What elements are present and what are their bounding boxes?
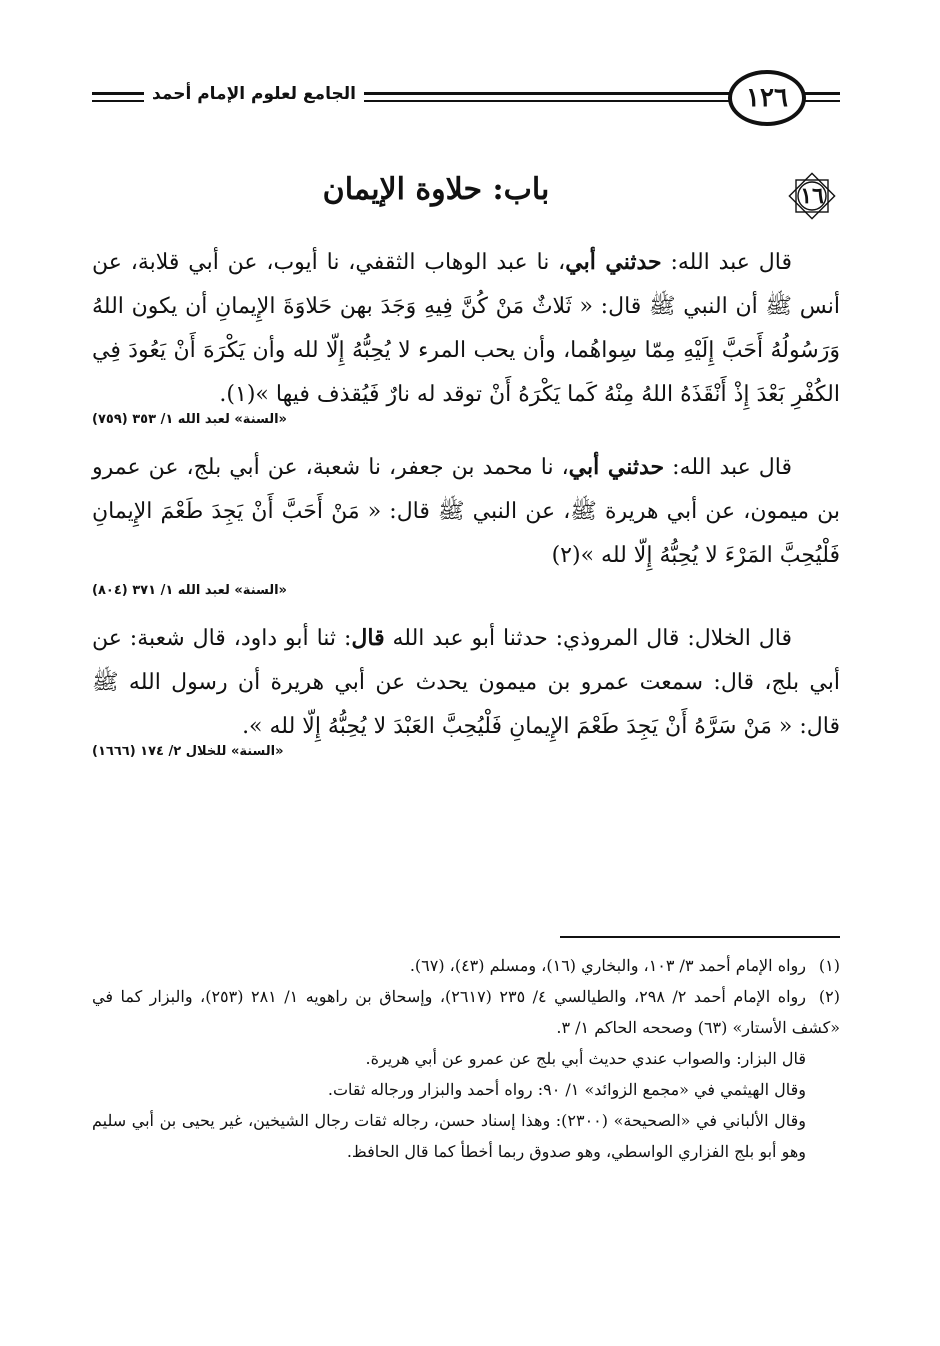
paragraph-bold: حدثني أبي [568,454,665,480]
footnote-1 [92,950,840,981]
source-reference: «السنة» لعبد الله ١/ ٣٥٣ (٧٥٩) [92,412,287,427]
footnote-2-line: وقال الألباني في «الصحيحة» (٢٣٠٠): وهذا إسناد حسن، رجاله ثقات رجال الشيخين، غير يحيى بن أبي سليم وهو أبو بلج الفزاري الواسطي، وهو صدوق ربما أخطأ كما قال الحافظ. [92,1111,806,1161]
chapter-title: باب: حلاوة الإيمان [322,172,550,207]
source-reference: «السنة» للخلال ٢/ ١٧٤ (١٦٦٦) [92,744,284,759]
paragraph-bold: قال [351,625,385,651]
page-header [92,70,840,128]
running-title: الجامع لعلوم الإمام أحمد [144,84,364,104]
hadith-paragraph [92,616,840,749]
footnote-number: (١) [818,956,840,975]
footnotes [92,950,840,1167]
footnote-2-line: وقال الهيثمي في «مجمع الزوائد» ١/ ٩٠: رواه أحمد والبزار ورجاله ثقات. [327,1080,806,1099]
paragraph-text: ، نا عبد الوهاب الثقفي، نا أيوب، عن أبي قلابة، عن أنس ﷺ أن النبي ﷺ قال: « ثَلاثٌ مَنْ كُنَّ فِيهِ وَجَدَ بهن حَلاوَةَ الإِيمانِ أن يكون اللهُ وَرَسُولُهُ أَحَبَّ إِلَيْهِ مِمّا سِواهُما، وأن يحب المرء لا يُحِبُّهُ إِلّا لله وأن يَكْرَهَ أَنْ يَعُودَ فِي الكُفْرِ بَعْدَ إِذْ أَنْقَذَهُ اللهُ مِنْهُ كَما يَكْرَهُ أَنْ توقد له نارٌ فَيُقذف فيها »(١). [92,250,840,407]
footnote-2 [92,981,840,1043]
footnote-number: (٢) [818,987,841,1006]
paragraph-text: : ثنا أبو داود، قال شعبة: عن أبي بلج، قال: سمعت عمرو بن ميمون يحدث عن أبي هريرة أن رسول الله ﷺ قال: « مَنْ سَرَّهُ أَنْ يَجِدَ طَعْمَ الإِيمانِ فَلْيُحِبَّ العَبْدَ لا يُحِبُّهُ إِلّا لله ». [92,626,840,739]
paragraph-bold: حدثني أبي [565,249,662,275]
footnote-2-line: قال البزار: والصواب عندي حديث أبي بلج عن عمرو عن أبي هريرة. [365,1049,806,1068]
chapter-heading [92,168,840,224]
footnote-text: رواه الإمام أحمد ٣/ ١٠٣، والبخاري (١٦)، ومسلم (٤٣)، (٦٧). [409,956,806,975]
page-number: ١٢٦ [728,70,806,126]
paragraph-lead: قال عبد الله: [661,250,792,275]
paragraph-lead: قال عبد الله: [664,455,792,480]
hadith-paragraph [92,240,840,417]
paragraph-text: ، نا محمد بن جعفر، نا شعبة، عن أبي بلج، عن عمرو بن ميمون، عن أبي هريرة ﷺ، عن النبي ﷺ قال: « مَنْ أَحَبَّ أَنْ يَجِدَ طَعْمَ الإِيمانِ فَلْيُحِبَّ المَرْءَ لا يُحِبُّهُ إِلّا لله »(٢) [92,455,840,568]
footnote-separator [560,936,840,938]
source-reference: «السنة» لعبد الله ١/ ٣٧١ (٨٠٤) [92,583,287,598]
footnote-text: رواه الإمام أحمد ٢/ ٢٩٨، والطيالسي ٤/ ٢٣٥ (٢٦١٧)، وإسحاق بن راهويه ١/ ٢٨١ (٢٥٣)، والبزار كما في «كشف الأستار» (٦٣) وصححه الحاكم ١/ ٣. [92,987,840,1037]
main-text [92,240,840,777]
paragraph-lead: قال الخلال: قال المروذي: حدثنا أبو عبد الله [384,626,792,651]
hadith-paragraph [92,445,840,578]
chapter-number: ١٦ [800,183,824,209]
